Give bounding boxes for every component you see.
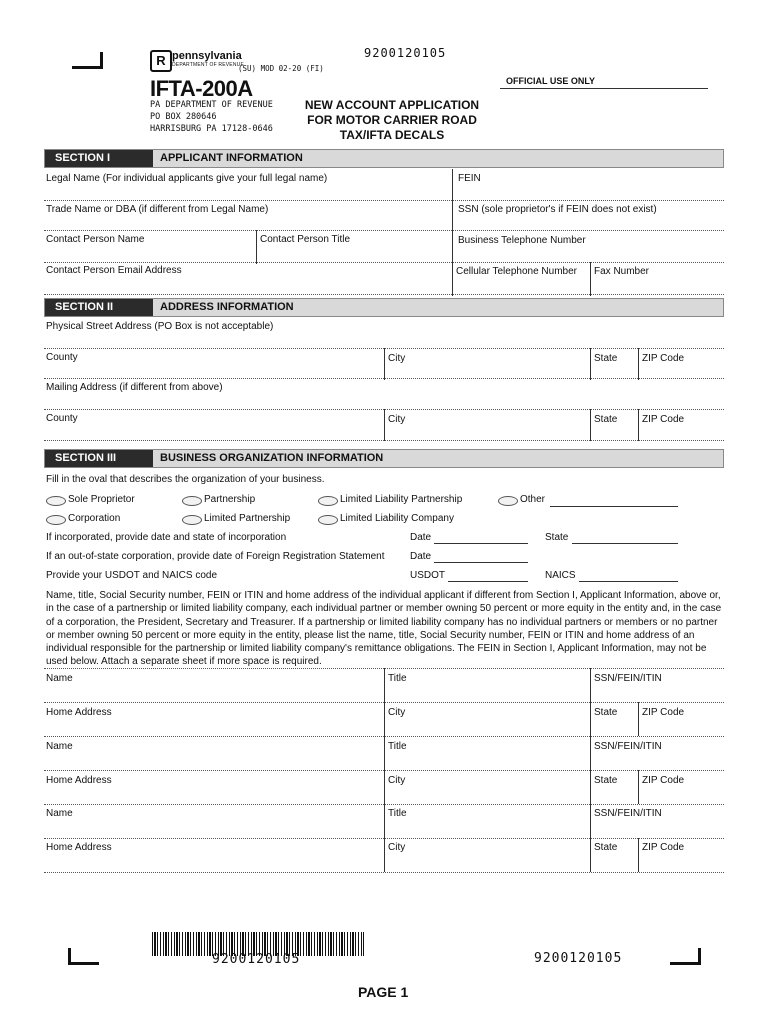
- officer-1-zip-field[interactable]: ZIP Code: [642, 707, 685, 718]
- officer-3-zip-field[interactable]: ZIP Code: [642, 842, 685, 853]
- corner-mark-bottom-right: [670, 948, 701, 965]
- address-line: PO BOX 280646: [150, 112, 217, 122]
- llc-oval[interactable]: [318, 515, 338, 525]
- partnership-oval[interactable]: [182, 496, 202, 506]
- divider: [590, 770, 591, 804]
- incorporation-date-label: Date: [410, 532, 432, 543]
- section-1-number: SECTION I: [45, 150, 153, 167]
- physical-county-field[interactable]: County: [46, 352, 78, 363]
- mailing-county-field[interactable]: County: [46, 413, 78, 424]
- corner-mark-bottom-left: [68, 948, 99, 965]
- llp-oval[interactable]: [318, 496, 338, 506]
- ssn-field[interactable]: SSN (sole proprietor's if FEIN does not exist): [458, 204, 657, 215]
- legal-name-field[interactable]: Legal Name (For individual applicants give your full legal name): [46, 173, 328, 184]
- form-id-bottom: 9200120105: [534, 951, 623, 966]
- divider: [384, 348, 385, 380]
- divider: [638, 409, 639, 441]
- section-3-number: SECTION III: [45, 450, 153, 467]
- row-rule: [44, 872, 724, 873]
- row-rule: [44, 440, 724, 441]
- form-number: IFTA-200A: [150, 76, 253, 101]
- divider: [590, 409, 591, 441]
- sole-proprietor-oval[interactable]: [46, 496, 66, 506]
- business-phone-field[interactable]: Business Telephone Number: [458, 235, 586, 246]
- officers-instruction-paragraph: Name, title, Social Security number, FEIN or ITIN and home address of the individual applicant if different from Section I, Applicant Information, above or, in the case of a partnership or limited liability company, each individual partner or member owning 50 percent or more equity in the entity and, in the case of a corporation, the President, Secretary and Treasurer. If a partnership or limited liability company has no individual partners or members or no partner or member owning 50 percent or more equity in the entity, please list the name, title, Social Security number, FEIN or ITIN and home address of an individual responsible for the partnership or limited liability company's remittance obligations. The FEIN in Section I, Applicant Information, may not be used below. Attach a separate sheet if more space is required.: [46, 590, 722, 668]
- usdot-naics-label: Provide your USDOT and NAICS code: [46, 570, 218, 581]
- fein-field[interactable]: FEIN: [458, 173, 481, 184]
- incorporation-state-input[interactable]: [572, 543, 678, 544]
- foreign-date-input[interactable]: [434, 562, 528, 563]
- naics-label: NAICS: [545, 570, 576, 581]
- officer-3-city-field[interactable]: City: [388, 842, 406, 853]
- divider: [590, 668, 591, 702]
- officer-3-title-field[interactable]: Title: [388, 808, 407, 819]
- divider: [590, 702, 591, 736]
- row-rule: [44, 262, 724, 263]
- physical-state-field[interactable]: State: [594, 353, 618, 364]
- officer-1-ssn-field[interactable]: SSN/FEIN/ITIN: [594, 673, 662, 684]
- address-line: PA DEPARTMENT OF REVENUE: [150, 100, 273, 110]
- incorporation-date-input[interactable]: [434, 543, 528, 544]
- title-line: NEW ACCOUNT APPLICATION: [304, 98, 480, 112]
- divider: [590, 804, 591, 838]
- page-number: PAGE 1: [358, 984, 409, 1000]
- row-rule: [44, 200, 724, 201]
- usdot-input[interactable]: [448, 581, 528, 582]
- divider: [590, 736, 591, 770]
- row-rule: [44, 838, 724, 839]
- naics-input[interactable]: [579, 581, 678, 582]
- trade-name-field[interactable]: Trade Name or DBA (if different from Legal Name): [46, 204, 269, 215]
- official-use-label: OFFICIAL USE ONLY: [506, 76, 596, 86]
- barcode-number: 9200120105: [212, 952, 301, 967]
- section-1-divider: [452, 169, 453, 296]
- corporation-oval[interactable]: [46, 515, 66, 525]
- row-rule: [44, 702, 724, 703]
- divider: [638, 702, 639, 736]
- physical-city-field[interactable]: City: [388, 353, 406, 364]
- divider: [590, 838, 591, 872]
- limited-partnership-oval[interactable]: [182, 515, 202, 525]
- divider: [384, 409, 385, 441]
- divider: [638, 838, 639, 872]
- foreign-date-label: Date: [410, 551, 432, 562]
- official-use-line: [500, 88, 708, 89]
- physical-zip-field[interactable]: ZIP Code: [642, 353, 685, 364]
- incorporated-label: If incorporated, provide date and state of incorporation: [46, 532, 287, 543]
- row-rule: [44, 378, 724, 379]
- officer-1-title-field[interactable]: Title: [388, 673, 407, 684]
- officer-3-home-address-field[interactable]: Home Address: [46, 842, 112, 853]
- option-label: Limited Partnership: [204, 513, 291, 524]
- form-revision: (SU) MOD 02-20 (FI): [238, 64, 324, 73]
- officer-2-name-field[interactable]: Name: [46, 741, 73, 752]
- address-line: HARRISBURG PA 17128-0646: [150, 124, 273, 134]
- contact-name-field[interactable]: Contact Person Name: [46, 234, 145, 245]
- physical-address-field[interactable]: Physical Street Address (PO Box is not acceptable): [46, 321, 274, 332]
- mailing-address-field[interactable]: Mailing Address (if different from above): [46, 382, 223, 393]
- other-input[interactable]: [550, 506, 678, 507]
- form-id-top: 9200120105: [364, 46, 447, 60]
- title-line: FOR MOTOR CARRIER ROAD: [307, 113, 477, 127]
- title-line: TAX/IFTA DECALS: [339, 128, 445, 142]
- mailing-state-field[interactable]: State: [594, 414, 618, 425]
- corner-mark-top-left: [72, 52, 103, 69]
- contact-divider: [256, 230, 257, 264]
- officer-1-name-field[interactable]: Name: [46, 673, 73, 684]
- agency-logo-text: pennsylvania: [172, 50, 242, 62]
- officer-1-state-field[interactable]: State: [594, 707, 618, 718]
- cell-phone-field[interactable]: Cellular Telephone Number: [456, 266, 577, 277]
- officer-2-ssn-field[interactable]: SSN/FEIN/ITIN: [594, 741, 662, 752]
- officer-3-ssn-field[interactable]: SSN/FEIN/ITIN: [594, 808, 662, 819]
- section-3-header: [44, 449, 724, 468]
- officer-1-home-address-field[interactable]: Home Address: [46, 707, 112, 718]
- officer-3-state-field[interactable]: State: [594, 842, 618, 853]
- option-label: Limited Liability Company: [340, 513, 454, 524]
- agency-sub: DEPARTMENT OF REVENUE: [172, 62, 244, 68]
- mailing-address-block: [150, 99, 273, 135]
- option-label: Sole Proprietor: [68, 494, 135, 505]
- incorporation-state-label: State: [545, 532, 569, 543]
- option-label: Partnership: [204, 494, 256, 505]
- officer-2-zip-field[interactable]: ZIP Code: [642, 775, 685, 786]
- foreign-registration-label: If an out-of-state corporation, provide date of Foreign Registration Statement: [46, 551, 385, 562]
- contact-email-field[interactable]: Contact Person Email Address: [46, 265, 182, 276]
- option-label: Limited Liability Partnership: [340, 494, 463, 505]
- usdot-label: USDOT: [410, 570, 445, 581]
- section-1-header: [44, 149, 724, 168]
- officer-2-home-address-field[interactable]: Home Address: [46, 775, 112, 786]
- officer-2-state-field[interactable]: State: [594, 775, 618, 786]
- section-2-header: [44, 298, 724, 317]
- divider: [638, 770, 639, 804]
- option-label: Corporation: [68, 513, 121, 524]
- org-instruction: Fill in the oval that describes the organization of your business.: [46, 474, 325, 485]
- other-oval[interactable]: [498, 496, 518, 506]
- section-1-title: APPLICANT INFORMATION: [160, 152, 303, 164]
- mailing-zip-field[interactable]: ZIP Code: [642, 414, 685, 425]
- row-rule: [44, 294, 724, 295]
- section-2-title: ADDRESS INFORMATION: [160, 301, 294, 313]
- officer-2-title-field[interactable]: Title: [388, 741, 407, 752]
- section-2-number: SECTION II: [45, 299, 153, 316]
- divider: [638, 348, 639, 380]
- form-title: [292, 98, 492, 143]
- pennsylvania-keystone-logo: R: [150, 50, 172, 72]
- mailing-city-field[interactable]: City: [388, 414, 406, 425]
- section-3-title: BUSINESS ORGANIZATION INFORMATION: [160, 452, 384, 464]
- officer-2-city-field[interactable]: City: [388, 775, 406, 786]
- option-label: Other: [520, 494, 546, 505]
- row-rule: [44, 230, 724, 231]
- fax-field[interactable]: Fax Number: [594, 266, 650, 277]
- divider: [590, 348, 591, 380]
- fax-divider: [590, 262, 591, 296]
- officer-1-city-field[interactable]: City: [388, 707, 406, 718]
- row-rule: [44, 770, 724, 771]
- officer-3-name-field[interactable]: Name: [46, 808, 73, 819]
- contact-title-field[interactable]: Contact Person Title: [260, 234, 351, 245]
